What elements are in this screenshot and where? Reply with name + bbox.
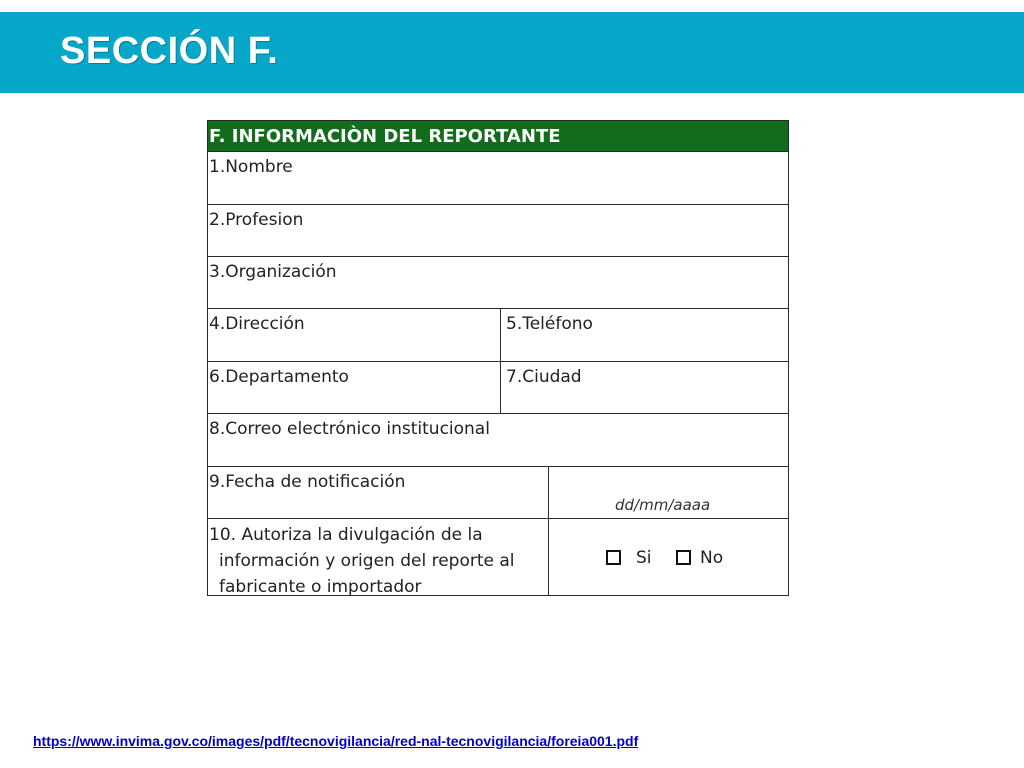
departamento-field[interactable]	[208, 362, 500, 413]
telefono-field[interactable]	[500, 309, 788, 361]
direccion-telefono-row	[208, 309, 788, 362]
source-link[interactable]: https://www.invima.gov.co/images/pdf/tecnovigilancia/red-nal-tecnovigilancia/foreia001.pdf	[33, 733, 639, 749]
fecha-row	[208, 467, 788, 519]
fecha-label: 9.Fecha de notificación	[209, 472, 406, 492]
autoriza-line-3: fabricante o importador	[219, 577, 422, 597]
correo-row[interactable]	[208, 414, 788, 467]
organizacion-label: 3.Organización	[209, 262, 337, 282]
autoriza-label-cell	[208, 519, 548, 595]
ciudad-label: 7.Ciudad	[506, 367, 582, 387]
direccion-field[interactable]	[208, 309, 500, 361]
ciudad-field[interactable]	[500, 362, 788, 413]
no-checkbox[interactable]	[676, 550, 691, 565]
nombre-label: 1.Nombre	[209, 157, 293, 177]
fecha-placeholder: dd/mm/aaaa	[615, 496, 711, 514]
fecha-label-cell	[208, 467, 548, 518]
reporter-info-form	[207, 120, 789, 596]
direccion-label: 4.Dirección	[209, 314, 305, 334]
departamento-label: 6.Departamento	[209, 367, 349, 387]
telefono-label: 5.Teléfono	[506, 314, 593, 334]
nombre-row[interactable]	[208, 152, 788, 205]
page-title: SECCIÓN F.	[60, 30, 279, 72]
si-label: Si	[636, 548, 652, 568]
autoriza-label	[209, 522, 515, 600]
form-section-header: F. INFORMACIÒN DEL REPORTANTE	[208, 121, 788, 152]
departamento-ciudad-row	[208, 362, 788, 414]
autoriza-options-cell	[548, 519, 788, 595]
profesion-label: 2.Profesion	[209, 210, 304, 230]
autoriza-line-2: información y origen del reporte al	[219, 551, 515, 571]
autoriza-row	[208, 519, 788, 595]
si-checkbox[interactable]	[606, 550, 621, 565]
correo-label: 8.Correo electrónico institucional	[209, 419, 490, 439]
no-label: No	[700, 548, 724, 568]
profesion-row[interactable]	[208, 205, 788, 257]
autoriza-line-1: 10. Autoriza la divulgación de la	[209, 525, 483, 545]
fecha-field[interactable]	[548, 467, 788, 518]
organizacion-row[interactable]	[208, 257, 788, 309]
